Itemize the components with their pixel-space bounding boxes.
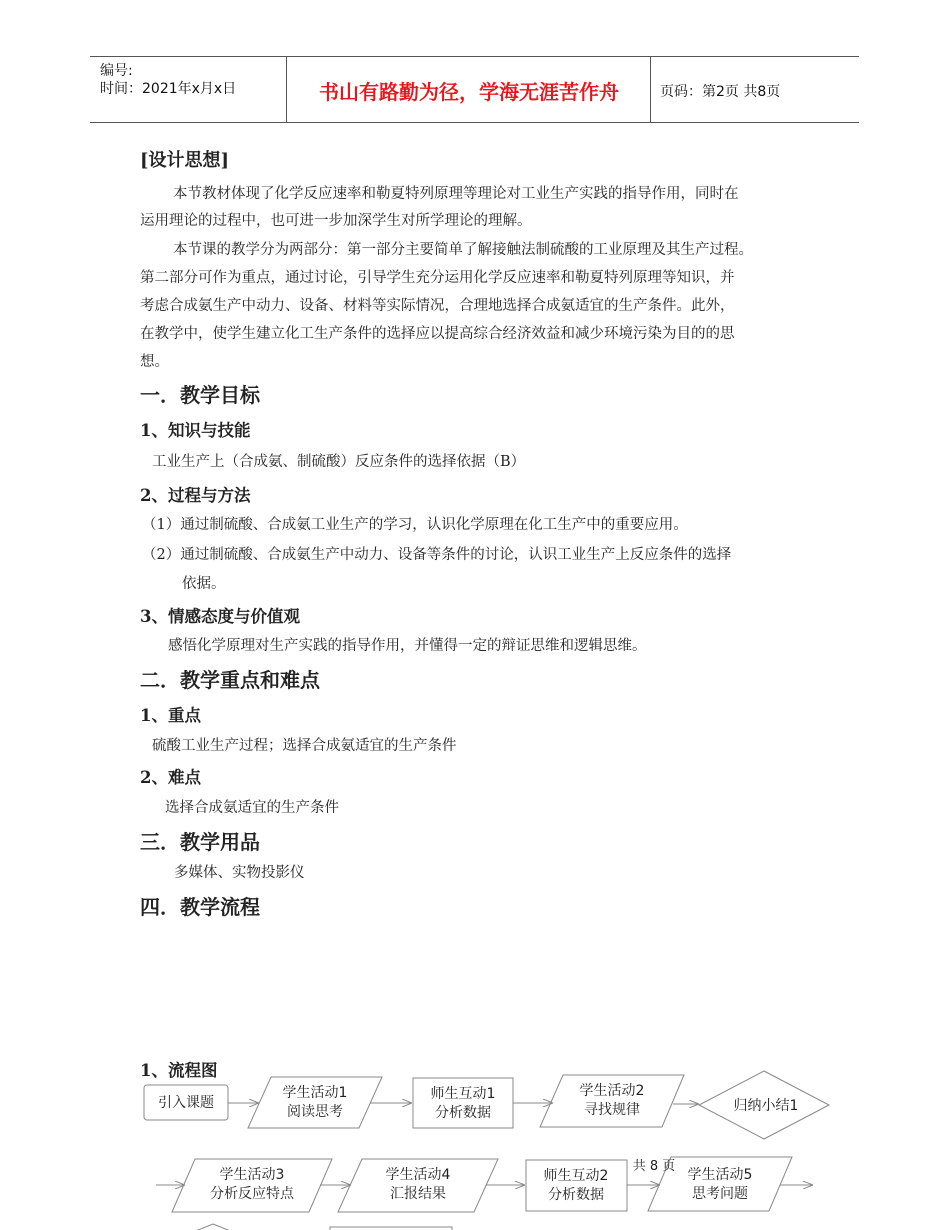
- design-heading: [设计思想]: [140, 150, 230, 171]
- flow-label-intro: 引入课题: [158, 1095, 214, 1111]
- flow-label-sa2-desc: 寻找规律: [584, 1102, 640, 1118]
- goals-process-item2-line2: 依据。: [182, 576, 226, 592]
- flow-label-sa1-title: 学生活动1: [282, 1085, 348, 1101]
- keypoints-focus-title: 1、重点: [140, 706, 201, 725]
- goals-knowledge-text: 工业生产上（合成氨、制硫酸）反应条件的选择依据（B）: [152, 454, 526, 470]
- design-para1-line1: 本节教材体现了化学反应速率和勒夏特列原理等理论对工业生产实践的指导作用，同时在: [173, 186, 739, 202]
- flowchart-title: 1、流程图: [140, 1061, 218, 1080]
- goals-attitude-text: 感悟化学原理对生产实践的指导作用，并懂得一定的辩证思维和逻辑思维。: [168, 638, 647, 654]
- section-keypoints-heading: 二．教学重点和难点: [140, 668, 320, 692]
- design-para2-line1: 本节课的教学分为两部分：第一部分主要简单了解接触法制硫酸的工业原理及其生产过程。: [173, 242, 753, 258]
- keypoints-difficulty-text: 选择合成氨适宜的生产条件: [165, 800, 339, 816]
- time-label: 时间：2021年x月x日: [100, 81, 237, 97]
- flow-label-sa5-desc: 思考问题: [692, 1186, 748, 1202]
- goals-attitude-title: 3、情感态度与价值观: [140, 607, 300, 626]
- code-label: 编号:: [100, 63, 133, 79]
- design-para2-line3: 考虑合成氨生产中动力、设备、材料等实际情况，合理地选择合成氨适宜的生产条件。此外，: [140, 298, 735, 314]
- section-process-heading: 四．教学流程: [140, 895, 260, 919]
- teaching-flowchart: [0, 1050, 950, 1230]
- page-number-label: 页码：第2页 共8页: [660, 84, 781, 100]
- flow-label-sa2-title: 学生活动2: [579, 1083, 645, 1099]
- flow-label-int2-desc: 分析数据: [548, 1187, 604, 1203]
- goals-process-title: 2、过程与方法: [140, 486, 251, 505]
- design-para2-line4: 在教学中，使学生建立化工生产条件的选择应以提高综合经济效益和减少环境污染为目的的思: [140, 326, 735, 342]
- header-top-rule: [90, 56, 859, 57]
- goals-process-item2-line1: （2）通过制硫酸、合成氨生产中动力、设备等条件的讨论，认识工业生产上反应条件的选择: [142, 547, 732, 563]
- flow-label-int1-title: 师生互动1: [430, 1086, 496, 1102]
- flow-label-sa5-title: 学生活动5: [687, 1167, 753, 1183]
- design-para2-line5: 想。: [140, 354, 169, 370]
- flow-label-sa1-desc: 阅读思考: [287, 1104, 343, 1120]
- materials-text: 多媒体、实物投影仪: [174, 865, 305, 881]
- flow-label-int1-desc: 分析数据: [435, 1105, 491, 1121]
- flow-label-sa4-title: 学生活动4: [385, 1167, 451, 1183]
- page-total-overlay: 共 8 页: [632, 1159, 676, 1174]
- header-divider-left: [286, 57, 287, 122]
- header-bottom-rule: [90, 122, 859, 123]
- goals-knowledge-title: 1、知识与技能: [140, 421, 251, 440]
- flow-label-sa4-desc: 汇报结果: [390, 1186, 446, 1202]
- goals-process-item1: （1）通过制硫酸、合成氨工业生产的学习，认识化学原理在化工生产中的重要应用。: [142, 517, 688, 533]
- section-goals-heading: 一．教学目标: [140, 383, 260, 407]
- header-divider-right: [650, 57, 651, 122]
- flow-label-sa3-desc: 分析反应特点: [210, 1186, 294, 1202]
- flow-label-sa3-title: 学生活动3: [219, 1167, 285, 1183]
- design-para1-line2: 运用理论的过程中，也可进一步加深学生对所学理论的理解。: [140, 213, 532, 229]
- design-para2-line2: 第二部分可作为重点，通过讨论，引导学生充分运用化学反应速率和勒夏特列原理等知识，并: [140, 270, 735, 286]
- section-materials-heading: 三．教学用品: [140, 830, 260, 854]
- keypoints-focus-text: 硫酸工业生产过程；选择合成氨适宜的生产条件: [152, 738, 457, 754]
- flow-label-int2-title: 师生互动2: [543, 1168, 609, 1184]
- flow-label-summary1: 归纳小结1: [733, 1098, 799, 1114]
- flow-node-row3-diamond: [188, 1224, 238, 1230]
- header-motto: 书山有路勤为径，学海无涯苦作舟: [319, 80, 619, 104]
- keypoints-difficulty-title: 2、难点: [140, 768, 201, 787]
